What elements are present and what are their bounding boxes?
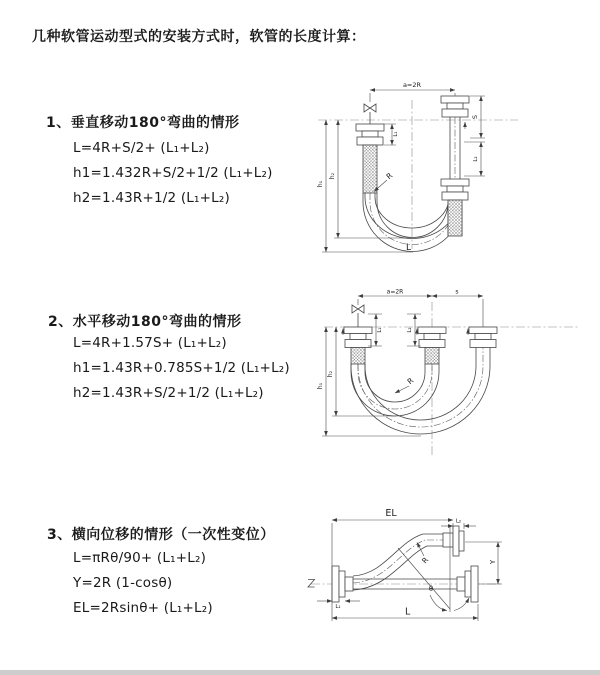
- label-R: R: [419, 555, 431, 566]
- label-R: R: [405, 375, 416, 387]
- right-fitting-upper: [441, 96, 469, 179]
- left-fitting: [356, 124, 384, 193]
- label-theta: θ: [428, 585, 434, 593]
- diagram-horizontal-180-bend: [316, 286, 600, 466]
- label-L1: L₁: [393, 131, 399, 137]
- section3-heading: 3、横向位移的情形（一次性变位）: [47, 527, 275, 543]
- label-EL: EL: [385, 508, 397, 519]
- braid-hatch: [448, 200, 462, 236]
- label-a2R: a=2R: [402, 81, 422, 89]
- page-bottom-edge: [0, 670, 600, 675]
- label-h1: h₁: [317, 180, 324, 188]
- label-L: L: [405, 606, 411, 618]
- label-L: L: [406, 243, 412, 253]
- right-flange-displaced: [443, 526, 464, 556]
- centerline-mark-icon: [308, 580, 315, 588]
- middle-fitting: [418, 327, 446, 364]
- label-L2: L₂: [407, 327, 413, 333]
- section1-formula-L: L=4R+S/2+ (L₁+L₂): [73, 140, 210, 156]
- right-fitting-lower: [441, 179, 469, 236]
- centerlines: [318, 100, 518, 249]
- section1-formula-h1: h1=1.432R+S/2+1/2 (L₁+L₂): [73, 165, 273, 181]
- label-R: R: [384, 170, 395, 182]
- label-L2: L₂: [473, 156, 479, 162]
- label-Y: Y: [489, 559, 497, 565]
- braid-hatch: [425, 348, 439, 365]
- dimension-L1: [384, 124, 399, 145]
- section3-formula-Y: Y=2R (1-cosθ): [73, 575, 173, 591]
- braid-hatch: [351, 348, 365, 365]
- radius-leader: [395, 376, 415, 393]
- label-S: S: [471, 114, 479, 120]
- dimension-L2: [464, 142, 485, 176]
- diagram-vertical-180-bend: [312, 76, 540, 256]
- label-L2: L₂: [455, 518, 462, 525]
- section2-heading: 2、水平移动180°弯曲的情形: [48, 314, 242, 330]
- label-L1: L₁: [335, 604, 341, 610]
- valve-icon: [364, 104, 376, 124]
- section3-formula-EL: EL=2Rsinθ+ (L₁+L₂): [73, 600, 213, 616]
- label-L1: L₁: [377, 327, 383, 333]
- section1-heading: 1、垂直移动180°弯曲的情形: [46, 115, 240, 131]
- section1-formula-h2: h2=1.43R+1/2 (L₁+L₂): [73, 190, 230, 206]
- left-flange: [332, 566, 353, 602]
- dimension-a2R-s: [358, 289, 483, 328]
- right-flange-original: [457, 566, 478, 602]
- page-title: 几种软管运动型式的安装方式时，软管的长度计算：: [32, 29, 366, 45]
- section2-formula-h2: h2=1.43R+S/2+1/2 (L₁+L₂): [73, 385, 264, 401]
- dimension-S: [470, 96, 485, 138]
- centerlines: [324, 302, 578, 456]
- section3-formula-L: L=πRθ/90+ (L₁+L₂): [73, 550, 207, 566]
- label-h2: h₂: [327, 370, 334, 378]
- dimension-L: [332, 604, 478, 621]
- construction-lines: [398, 526, 450, 612]
- section2-formula-h1: h1=1.43R+0.785S+1/2 (L₁+L₂): [73, 360, 290, 376]
- right-fitting: [469, 327, 497, 348]
- label-h2: h₂: [329, 172, 336, 180]
- valve-icon: [352, 305, 364, 327]
- section2-formula-L: L=4R+1.57S+ (L₁+L₂): [73, 335, 227, 351]
- diagram-lateral-displacement: [305, 500, 600, 645]
- hose-arcs: [351, 348, 490, 435]
- label-a2R: a=2R: [386, 288, 404, 296]
- label-h1: h₁: [317, 382, 324, 390]
- braid-hatch: [363, 145, 377, 193]
- left-fitting: [344, 327, 372, 364]
- label-s: s: [455, 288, 459, 296]
